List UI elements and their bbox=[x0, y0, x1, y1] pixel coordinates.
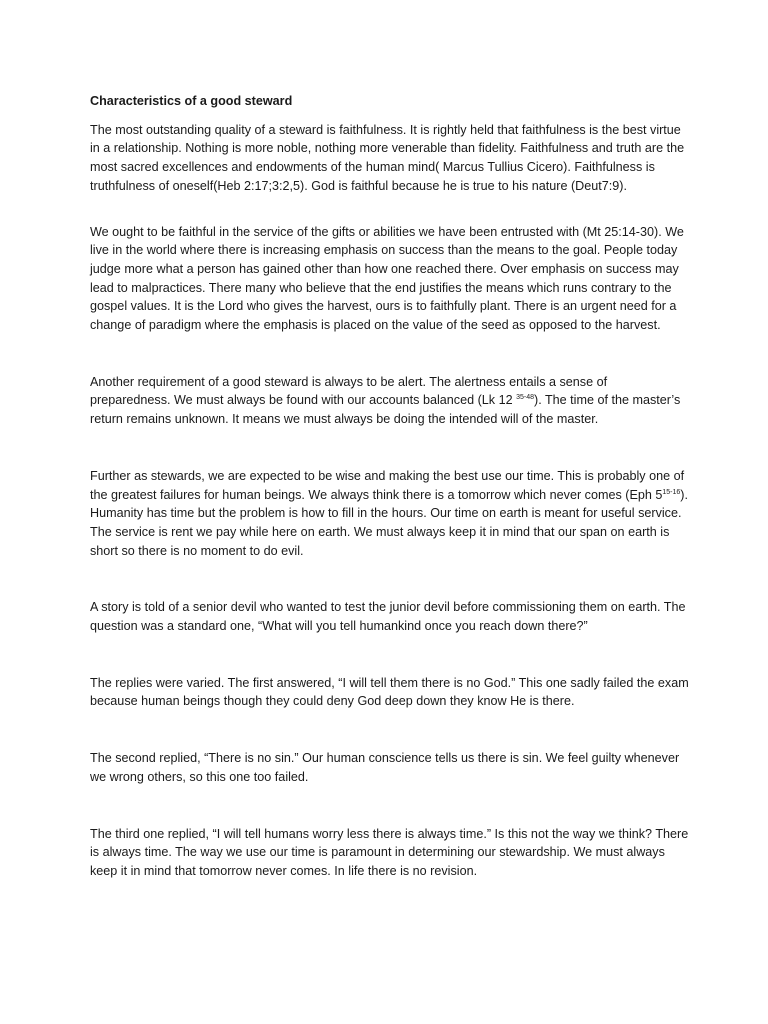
paragraph-wisdom bbox=[90, 467, 690, 561]
document-title: Characteristics of a good steward bbox=[90, 94, 293, 108]
paragraph-service: We ought to be faithful in the service of the gifts or abilities we have been entrusted with (Mt 25:14-30). We live in the world where there is increasing emphasis on success than the means to the goal. People today judge more what a person has gained other than how one reached there. Over emphasis on success may lead to malpractices. There many who believe that the end justifies the means which runs contrary to the gospel values. It is the Lord who gives the harvest, ours is to faithfully plant. There is an urgent need for a change of paradigm where the emphasis is placed on the value of the seed as opposed to the harvest. bbox=[90, 224, 684, 333]
paragraph-wisdom-text-1: Further as stewards, we are expected to be wise and making the best use our time. This is probably one of the greatest failures for human beings. We always think there is a tomorrow which never comes (Eph 5 bbox=[90, 468, 685, 502]
paragraph-alertness-text-1: Another requirement of a good steward is always to be alert. The alertness entails a sense of preparedness. We must always be found with our accounts balanced (Lk 12 bbox=[90, 374, 608, 408]
paragraph-story: A story is told of a senior devil who wanted to test the junior devil before commissioning them on earth. The question was a standard one, “What will you tell humankind once you reach down there?” bbox=[90, 600, 686, 634]
verse-superscript: 35-48 bbox=[516, 394, 535, 402]
paragraph-wisdom-text-2: ). Humanity has time but the problem is how to fill in the hours. Our time on earth is meant for useful service. The service is rent we pay while here on earth. We must always keep it in mind that our span on earth is short so there is no moment to do evil. bbox=[90, 487, 688, 558]
document-body bbox=[90, 92, 690, 881]
paragraph-third-reply: The third one replied, “I will tell humans worry less there is always time.” Is this not the way we think? There is always time. The way we use our time is paramount in determining our stewardship. We must always keep it in mind that tomorrow never comes. In life there is no revision. bbox=[90, 826, 689, 878]
paragraph-second-reply: The second replied, “There is no sin.” Our human conscience tells us there is sin. We feel guilty whenever we wrong others, so this one too failed. bbox=[90, 751, 680, 784]
paragraph-first-reply: The replies were varied. The first answered, “I will tell them there is no God.” This one sadly failed the exam because human beings though they could deny God deep down they know He is there. bbox=[90, 675, 689, 709]
verse-superscript: 15-16 bbox=[662, 488, 681, 496]
paragraph-alertness-text-2: ). The time of the master’s return remains unknown. It means we must always be doing the intended will of the master. bbox=[90, 393, 681, 427]
paragraph-faithfulness: The most outstanding quality of a steward is faithfulness. It is rightly held that faithfulness is the best virtue in a relationship. Nothing is more noble, nothing more venerable than fidelity. Faithfulness and truth are the most sacred excellences and endowments of the human mind( Marcus Tullius Cicero). Faithfulness is truthfulness of oneself(Heb 2:17;3:2,5). God is faithful because he is true to his nature (Deut7:9). bbox=[90, 122, 685, 193]
paragraph-alertness bbox=[90, 373, 690, 429]
